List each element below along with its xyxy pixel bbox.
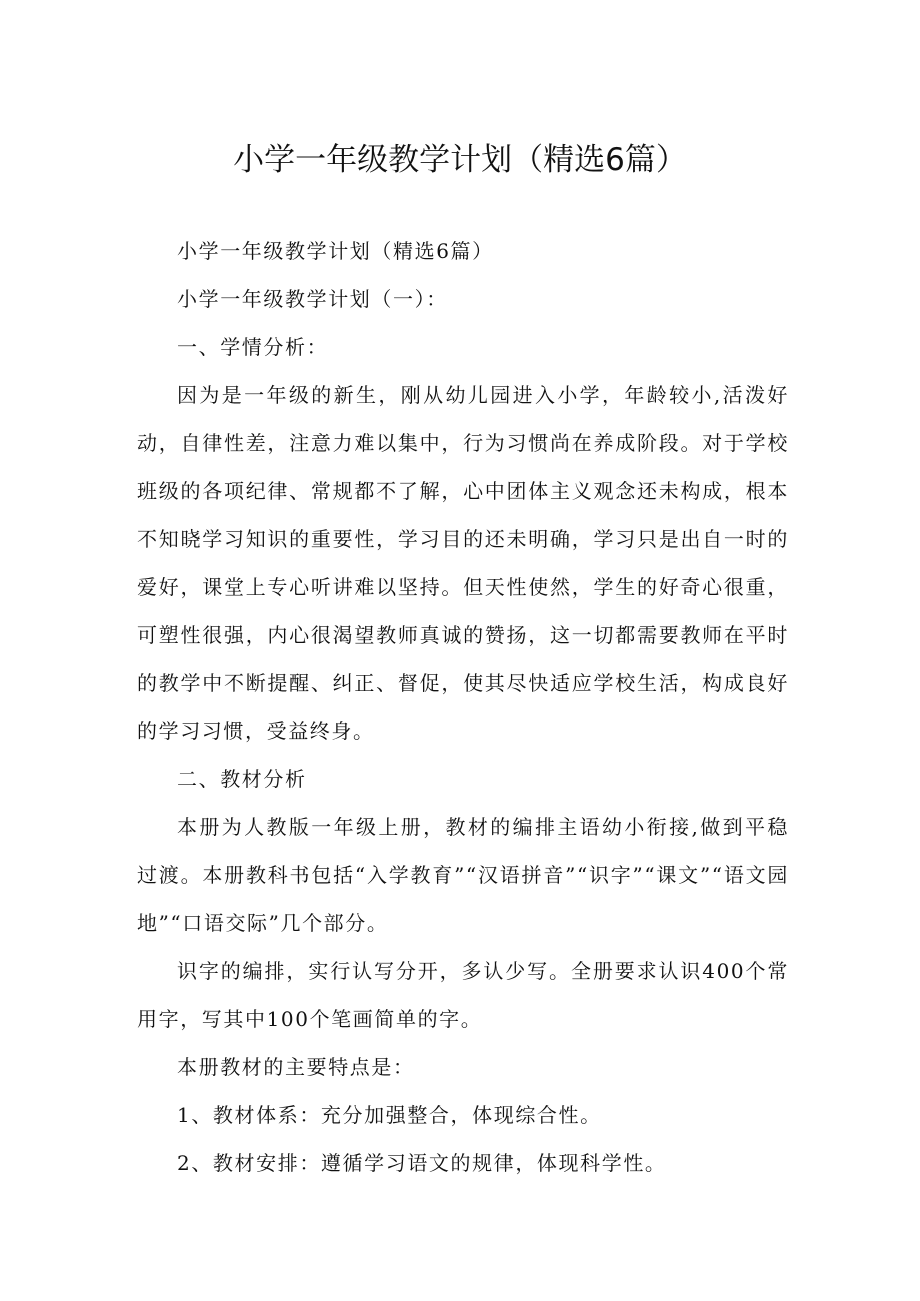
paragraph-subtitle: 小学一年级教学计划（精选6篇） — [177, 239, 494, 263]
list-item-feature-2: 2、教材安排：遵循学习语文的规律，体现科学性。 — [177, 1151, 667, 1175]
paragraph-features-intro: 本册教材的主要特点是： — [177, 1055, 415, 1079]
paragraph-textbook-intro: 本册为人教版一年级上册，教材的编排主语幼小衔接,做到平稳过渡。本册教科书包括“入学教育”“汉语拼音”“识字”“课文”“语文园地”“口语交际”几个部分。 — [137, 815, 789, 935]
section-heading-textbook-analysis: 二、教材分析 — [177, 767, 307, 791]
paragraph-student-analysis: 因为是一年级的新生，刚从幼儿园进入小学，年龄较小,活泼好动，自律性差，注意力难以集中，行为习惯尚在养成阶段。对于学校班级的各项纪律、常规都不了解，心中团体主义观念还未构成，根本不知晓学习知识的重要性，学习目的还未明确，学习只是出自一时的爱好，课堂上专心听讲难以坚持。但天性使然，学生的好奇心很重，可塑性很强，内心很渴望教师真诚的赞扬，这一切都需要教师在平时的教学中不断提醒、纠正、督促，使其尽快适应学校生活，构成良好的学习习惯，受益终身。 — [137, 383, 789, 743]
list-item-feature-1: 1、教材体系：充分加强整合，体现综合性。 — [177, 1103, 602, 1127]
paragraph-literacy-arrangement: 识字的编排，实行认写分开，多认少写。全册要求认识400个常用字，写其中100个笔画简单的字。 — [137, 959, 789, 1031]
document-title: 小学一年级教学计划（精选6篇） — [233, 142, 687, 178]
document-body — [137, 227, 789, 1187]
paragraph-plan-one-heading: 小学一年级教学计划（一）： — [177, 287, 448, 311]
section-heading-student-analysis: 一、学情分析： — [177, 335, 329, 359]
